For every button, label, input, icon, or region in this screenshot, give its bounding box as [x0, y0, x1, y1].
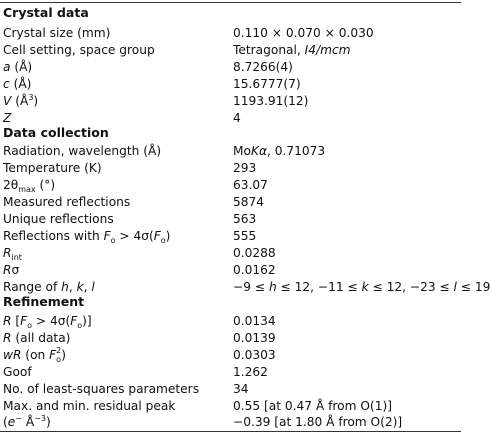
param-label: [3, 312, 92, 330]
param-label: Max. and min. residual peak: [3, 399, 176, 413]
param-value: 34: [233, 382, 249, 396]
symbol: V: [3, 94, 12, 108]
symbol: k: [361, 280, 369, 294]
param-value: 293: [233, 161, 257, 175]
row-r-all: [0, 329, 461, 347]
param-value: 563: [233, 212, 257, 226]
symbol: c: [3, 77, 10, 91]
param-label: [3, 413, 51, 431]
section-title-data-collection: Data collection: [3, 125, 109, 140]
symbol-suffix: σ: [11, 263, 20, 277]
superscript: −: [15, 414, 22, 423]
param-label: No. of least-squares parameters: [3, 382, 200, 396]
unit: ): [33, 94, 39, 108]
symbol: R: [3, 331, 12, 345]
label-part: ,: [68, 280, 77, 294]
param-value: 0.0134: [233, 314, 276, 328]
subscript: o: [56, 355, 62, 364]
symbol: F: [20, 314, 28, 328]
param-label: [3, 92, 38, 110]
space-group-symbol: I4/mcm: [304, 43, 351, 57]
value-part: , 0.71073: [267, 144, 326, 158]
row-r-fo: [0, 312, 461, 330]
symbol: R: [3, 246, 12, 260]
superscript: −3: [34, 414, 46, 423]
row-r-sigma: [0, 261, 461, 279]
symbol: Z: [3, 111, 12, 125]
symbol: 2θ: [3, 178, 19, 192]
label-part: (on: [21, 348, 50, 362]
exponent: 3: [28, 93, 34, 102]
row-measured-reflections: [0, 193, 461, 211]
bottom-rule: [0, 431, 461, 432]
symbol: F: [49, 348, 57, 362]
param-label: Crystal size (mm): [3, 26, 111, 40]
row-goof: [0, 363, 461, 381]
row-ls-parameters: [0, 380, 461, 398]
row-a: [0, 58, 461, 76]
row-wr: [0, 346, 461, 364]
param-label: [3, 329, 70, 347]
row-c: [0, 75, 461, 93]
row-unique-reflections: [0, 210, 461, 228]
row-cell-setting: [0, 41, 461, 59]
unit: (°): [35, 178, 56, 192]
param-value: 0.0139: [233, 331, 276, 345]
value-part: Tetragonal,: [233, 43, 305, 57]
param-value: 0.110 × 0.070 × 0.030: [233, 26, 374, 40]
row-two-theta-max: [0, 176, 461, 194]
label-part: ): [61, 348, 66, 362]
param-value: 15.6777(7): [233, 77, 301, 91]
value-part: ≤ 19: [456, 280, 490, 294]
param-value: 0.55 [at 0.47 Å from O(1)]: [233, 399, 392, 413]
param-label: [3, 75, 31, 93]
param-label: Measured reflections: [3, 195, 131, 209]
label-part: ): [165, 229, 171, 243]
param-value: 1.262: [233, 365, 268, 379]
param-label: Radiation, wavelength (Å): [3, 144, 162, 158]
label-part: ,: [83, 280, 92, 294]
label-part: (: [3, 415, 8, 429]
unit: (Å: [11, 94, 29, 108]
value-part: ≤ 12, −11 ≤: [276, 280, 362, 294]
value-part: −9 ≤: [233, 280, 269, 294]
subscript: o: [110, 236, 116, 245]
param-value: 63.07: [233, 178, 268, 192]
section-title-refinement: Refinement: [3, 294, 85, 309]
param-value: 0.0162: [233, 263, 276, 277]
row-crystal-size: [0, 24, 461, 42]
param-value: 5874: [233, 195, 265, 209]
section-title-crystal-data: Crystal data: [3, 5, 89, 20]
subscript: max: [18, 185, 36, 194]
label-part: (all data): [11, 331, 71, 345]
param-label: Cell setting, space group: [3, 43, 155, 57]
param-label: Unique reflections: [3, 212, 114, 226]
param-value: 8.7266(4): [233, 60, 293, 74]
param-value: −0.39 [at 1.80 Å from O(2)]: [233, 415, 403, 429]
label-part: Range of: [3, 280, 62, 294]
value-part: Mo: [233, 144, 251, 158]
param-label: [3, 346, 66, 364]
param-label: [3, 244, 22, 262]
param-label: Temperature (K): [3, 161, 102, 175]
symbol: F: [153, 229, 161, 243]
value-part: Kα: [250, 144, 268, 158]
row-r-int: [0, 244, 461, 262]
label-part: [: [11, 314, 21, 328]
param-value: 555: [233, 229, 257, 243]
subscript: o: [27, 321, 33, 330]
label-part: Reflections with: [3, 229, 104, 243]
unit: (Å): [9, 77, 32, 91]
param-label: [3, 176, 55, 194]
symbol: R: [3, 314, 12, 328]
unit: (Å): [10, 60, 33, 74]
row-radiation: [0, 142, 461, 160]
row-v: [0, 92, 461, 110]
param-value: [233, 142, 325, 160]
label-part: Å: [21, 415, 35, 429]
symbol: k: [76, 280, 84, 294]
param-label: [3, 261, 19, 279]
param-label: Goof: [3, 365, 32, 379]
symbol: F: [103, 229, 111, 243]
param-value: 1193.91(12): [233, 94, 309, 108]
row-residual-peak-unit: [0, 413, 461, 431]
top-rule: [0, 2, 461, 3]
symbol: e: [7, 415, 16, 429]
symbol: w: [3, 348, 13, 362]
symbol: R: [3, 263, 12, 277]
subscript: int: [11, 253, 22, 262]
row-temperature: [0, 159, 461, 177]
symbol: a: [3, 60, 11, 74]
value-part: ≤ 12, −23 ≤: [368, 280, 454, 294]
param-value: 0.0288: [233, 246, 276, 260]
label-part: ): [45, 415, 51, 429]
param-label: [3, 227, 170, 245]
row-reflections-with-fo: [0, 227, 461, 245]
param-value: 0.0303: [233, 348, 276, 362]
label-part: > 4σ(: [115, 229, 154, 243]
superscript: 2: [56, 346, 62, 355]
symbol: l: [91, 280, 95, 294]
symbol: F: [70, 314, 78, 328]
label-part: )]: [82, 314, 92, 328]
label-part: > 4σ(: [32, 314, 71, 328]
symbol: R: [12, 348, 22, 362]
subscript: o: [77, 321, 83, 330]
symbol: l: [453, 280, 457, 294]
param-label: [3, 58, 32, 76]
symbol: h: [268, 280, 277, 294]
param-value: 4: [233, 111, 241, 125]
param-value: [233, 278, 490, 296]
param-value: [233, 41, 351, 59]
subscript: o: [160, 236, 166, 245]
symbol: h: [61, 280, 69, 294]
